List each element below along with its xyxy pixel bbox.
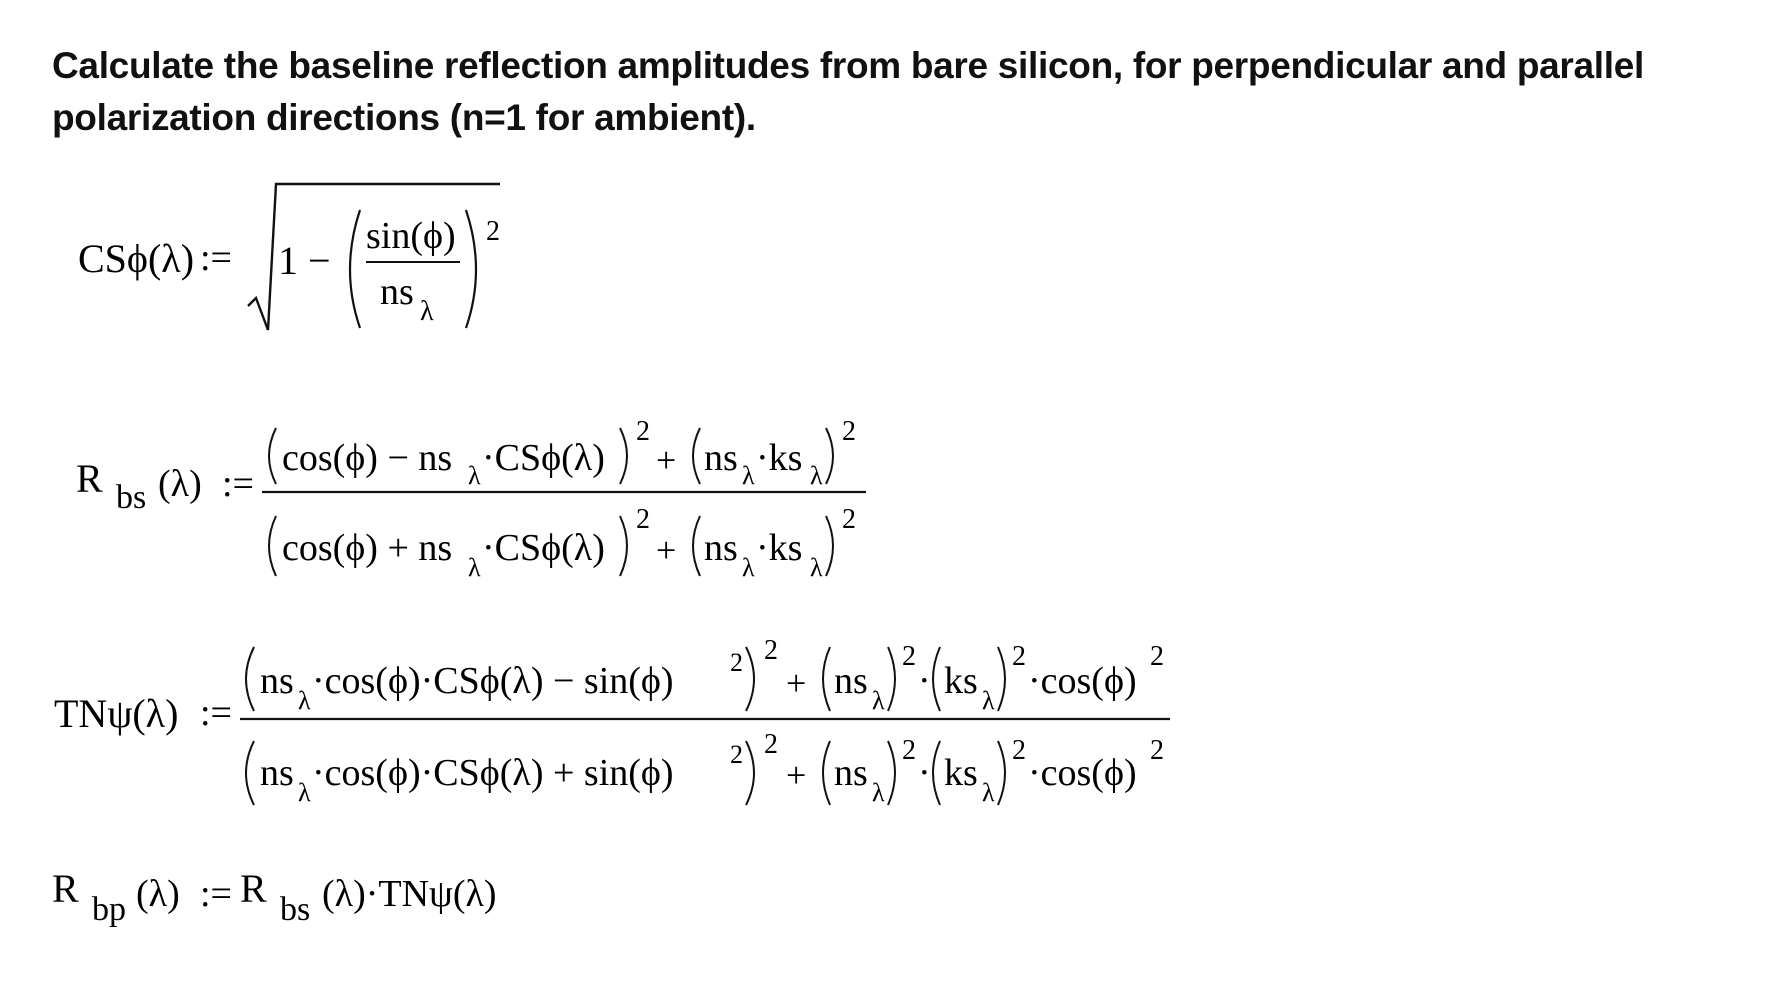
tn-den-plus: + [786, 755, 807, 795]
equation-cs-phi [0, 170, 700, 340]
tn-num-dot: · [918, 660, 931, 702]
r-bs-den-plus: + [656, 530, 677, 570]
r-bs-lhs-arg: (λ) [158, 463, 202, 505]
equation-tn-psi [0, 615, 1200, 815]
tn-num-plus: + [786, 663, 807, 703]
r-bs-den-sub1: λ [468, 553, 481, 582]
paren [998, 741, 1005, 805]
tn-den-b: ·cos(ϕ)·CSϕ(λ) + sin(ϕ) [312, 752, 674, 794]
paren [620, 428, 627, 484]
r-bs-num-exp1: 2 [636, 416, 650, 447]
r-bs-num-plus: + [656, 440, 677, 480]
paren [823, 741, 830, 805]
paren [693, 428, 700, 484]
paren [746, 647, 754, 711]
tn-num-exp-e: 2 [1150, 641, 1164, 672]
tn-num-inner-exp: 2 [730, 648, 743, 677]
tn-num-exp-c: 2 [902, 641, 916, 672]
tn-num-a: ns [260, 660, 294, 702]
r-bs-num-sub3: λ [810, 461, 823, 490]
paren [269, 428, 276, 484]
tn-psi-assign: := [200, 692, 232, 734]
r-bs-den-sub2: λ [742, 553, 755, 582]
r-bp-rhs-rest: (λ)·TNψ(λ) [322, 873, 497, 915]
cs-phi-denominator: ns [380, 271, 414, 313]
r-bs-num-sub2: λ [742, 461, 755, 490]
tn-den-sub2: λ [872, 778, 885, 807]
paren [269, 516, 276, 576]
paren [888, 741, 895, 805]
right-paren [466, 210, 476, 328]
paren [620, 516, 627, 576]
paren [246, 647, 254, 711]
cs-phi-exponent: 2 [486, 216, 500, 247]
tn-num-b: ·cos(ϕ)·CSϕ(λ) − sin(ϕ) [312, 660, 674, 702]
r-bs-lhs-r: R [76, 456, 103, 501]
r-bs-assign: := [222, 463, 254, 505]
paren [998, 647, 1005, 711]
tn-num-exp-d: 2 [1012, 641, 1026, 672]
cs-phi-one-minus: 1 − [278, 238, 331, 283]
r-bp-lhs-arg: (λ) [136, 873, 180, 915]
paren [823, 647, 830, 711]
r-bs-lhs-sub: bs [116, 479, 147, 516]
r-bs-den-b: ·CSϕ(λ) [482, 527, 605, 569]
r-bs-den-sub3: λ [810, 553, 823, 582]
instruction-text [52, 40, 1752, 144]
tn-den-exp-d: 2 [1012, 735, 1026, 766]
instruction-line-2: polarization directions (n=1 for ambient). [52, 97, 756, 138]
cs-phi-denominator-sub: λ [420, 296, 434, 327]
instruction-line-1: Calculate the baseline reflection amplitudes from bare silicon, for perpendicular and parallel [52, 45, 1645, 86]
tn-den-sub1: λ [298, 778, 311, 807]
tn-num-d: ks [944, 660, 978, 702]
tn-den-exp-c: 2 [902, 735, 916, 766]
tn-den-sub3: λ [982, 778, 995, 807]
tn-den-dot: · [918, 752, 931, 794]
tn-num-sub2: λ [872, 686, 885, 715]
r-bs-num-c: ns [704, 437, 738, 479]
tn-den-outer-exp: 2 [764, 729, 778, 760]
r-bs-num-sub1: λ [468, 461, 481, 490]
tn-den-inner-exp: 2 [730, 740, 743, 769]
r-bs-den-a: cos(ϕ) + ns [282, 527, 453, 569]
tn-den-e: ·cos(ϕ) [1028, 752, 1137, 794]
r-bs-num-d: ·ks [756, 437, 803, 479]
paren [246, 741, 254, 805]
paren [826, 428, 833, 484]
r-bs-den-c: ns [704, 527, 738, 569]
paren [746, 741, 754, 805]
tn-den-c: ns [834, 752, 868, 794]
tn-den-exp-e: 2 [1150, 735, 1164, 766]
r-bs-den-exp2: 2 [842, 504, 856, 535]
r-bs-num-a: cos(ϕ) − ns [282, 437, 453, 479]
paren [933, 647, 940, 711]
r-bs-num-b: ·CSϕ(λ) [482, 437, 605, 479]
paren [888, 647, 895, 711]
paren [826, 516, 833, 576]
tn-num-e: ·cos(ϕ) [1028, 660, 1137, 702]
paren [933, 741, 940, 805]
cs-phi-lhs: CSϕ(λ) [78, 236, 195, 281]
tn-num-sub1: λ [298, 686, 311, 715]
equation-r-bp [0, 850, 700, 940]
r-bp-lhs-sub: bp [92, 891, 126, 928]
cs-phi-numerator: sin(ϕ) [366, 215, 456, 257]
cs-phi-assign: := [200, 237, 232, 279]
r-bp-rhs-sub: bs [280, 891, 311, 928]
r-bs-num-exp2: 2 [842, 416, 856, 447]
equation-r-bs [0, 400, 900, 590]
tn-den-d: ks [944, 752, 978, 794]
r-bs-den-exp1: 2 [636, 504, 650, 535]
tn-psi-lhs: TNψ(λ) [54, 691, 179, 736]
r-bp-assign: := [200, 873, 232, 915]
r-bp-rhs-r: R [240, 866, 267, 911]
r-bs-den-d: ·ks [756, 527, 803, 569]
tn-num-c: ns [834, 660, 868, 702]
tn-den-a: ns [260, 752, 294, 794]
r-bp-lhs-r: R [52, 866, 79, 911]
tn-num-sub3: λ [982, 686, 995, 715]
left-paren [350, 210, 360, 328]
paren [693, 516, 700, 576]
tn-num-outer-exp: 2 [764, 635, 778, 666]
